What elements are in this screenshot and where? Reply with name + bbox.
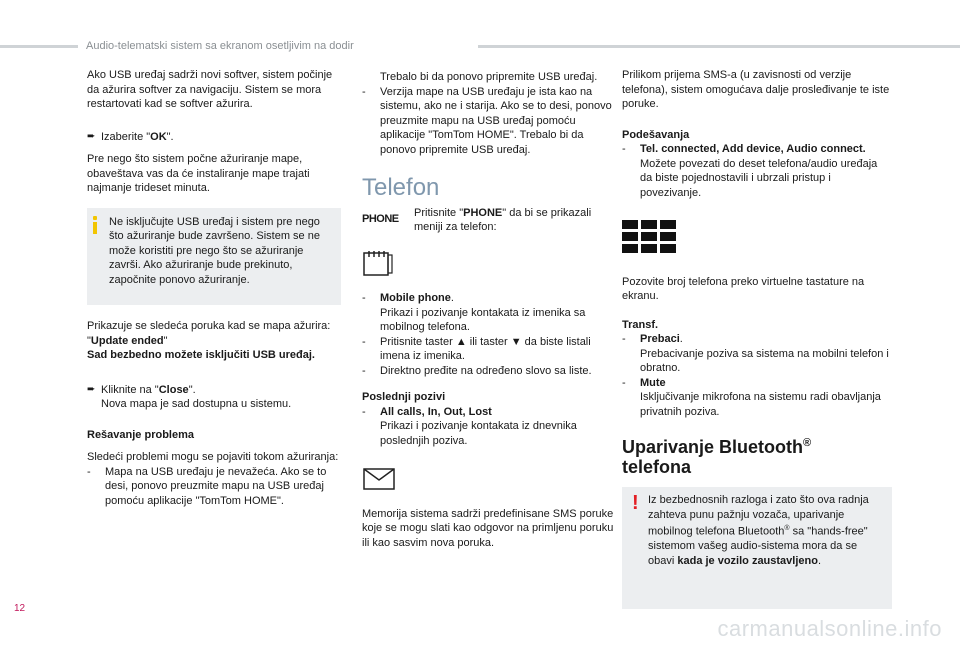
transf-heading: Transf. [622, 318, 659, 331]
info-text: Ne isključujte USB uređaj i sistem pre nego što ažuriranje bude završeno. Sistem se ne može koristiti pre nego što se ažuriranje završi. Ako ažuriranje bude prekinuto, započnite ponovo ažuriranje. [109, 215, 320, 286]
transfer-item: - Prebaci. Prebacivanje poziva sa sistema na mobilni telefon i obratno. [622, 333, 889, 374]
column-2 [362, 70, 614, 550]
warning-box [622, 487, 892, 609]
trouble-item: - Mapa na USB uređaju je nevažeća. Ako se to desi, ponovo preuzmite mapu na USB uređaj pomoću aplikacije "TomTom HOME". [87, 465, 327, 507]
paragraph-update-message: Prikazuje se sledeća poruka kad se mapa ažurira: "Update ended" Sad bezbedno možete isključiti USB uređaj. [87, 320, 331, 361]
ok-label: OK [150, 130, 167, 143]
column-1 [87, 68, 341, 508]
mute-item: - Mute Isključivanje mikrofona na sistemu radi obavljanja privatnih poziva. [622, 376, 881, 418]
contacts-book-icon [362, 249, 614, 282]
trouble-item-continued: Trebalo bi da ponovo pripremite USB uređaj. [380, 71, 598, 83]
scroll-instruction: - Pritisnite taster ▲ ili taster ▼ da biste listali imena iz imenika. [362, 335, 591, 362]
phone-key-icon: PHONE [362, 212, 399, 225]
watermark: carmanualsonline.info [717, 616, 942, 641]
direct-letter-instruction: - Direktno pređite na određeno slovo sa liste. [362, 364, 592, 377]
section-title-telefon: Telefon [362, 174, 440, 201]
down-arrow-icon: ▼ [510, 335, 522, 348]
warning-text: Iz bezbednosnih razloga i zato što ova radnja zahteva punu pažnju vozača, uparivanje mobilnog telefona Bluetooth® sa "hands-free" sistemom vašeg audio-sistema mora da se obavi kada je vozilo zaustavljeno. [648, 494, 869, 567]
troubleshooting-heading: Rešavanje problema [87, 428, 194, 441]
menu-mobile-phone: - Mobile phone. Prikazi i pozivanje kontakata iz imenika sa mobilnog telefona. [362, 292, 586, 333]
sms-envelope-icon [362, 466, 614, 497]
header-title: Audio-telematski sistem sa ekranom osetljivim na dodir [86, 40, 354, 52]
troubleshooting-intro: Sledeći problemi mogu se pojaviti tokom ažuriranja: [87, 451, 339, 463]
up-arrow-icon: ▲ [455, 335, 467, 348]
keypad-text: Pozovite broj telefona preko virtuelne tastature na ekranu. [622, 275, 865, 302]
last-calls-heading: Poslednji pozivi [362, 391, 446, 403]
trouble-item: - Verzija mape na USB uređaju je ista kao na sistemu, ako ne i starija. Ako se to desi, ponovo preuzmite mapu na USB uređaj pomoću aplikacije "TomTom HOME". Trebalo bi da ponovo pripremite USB uređaj. [362, 85, 612, 156]
paragraph-map-install: Pre nego što sistem počne ažuriranje mape, obaveštava vas da će instaliranje mape trajati najmanje trideset minuta. [87, 153, 310, 194]
header-rule-left [0, 45, 78, 48]
settings-item: - Tel. connected, Add device, Audio connect. Možete povezati do deset telefona/audio uređaja da biste pojednostavili i ubrzali pristup i povezivanje. [622, 143, 878, 199]
header-rule-right [478, 45, 960, 48]
paragraph-software-update: Ako USB uređaj sadrži novi softver, sistem počinje da ažurira softver za navigaciju. Sistem se mora restartovati kad se softver ažurira. [87, 69, 333, 110]
last-calls-item: - All calls, In, Out, Lost Prikazi i pozivanje kontakata iz dnevnika poslednjih poziva. [362, 405, 577, 447]
sms-receive-text: Prilikom prijema SMS-a (u zavisnosti od verzije telefona), sistem omogućava dalje prosleđivanje te iste poruke. [622, 69, 890, 110]
column-3 [622, 68, 892, 609]
bluetooth-pairing-title: Uparivanje Bluetooth® telefona [622, 437, 812, 477]
step-click-close: ➨ Kliknite na "Close". Nova mapa je sad dostupna u sistemu. [87, 383, 292, 410]
phone-instruction: PHONE Pritisnite "PHONE" da bi se prikazali meniji za telefon: [362, 206, 592, 233]
close-label: Close [158, 383, 189, 396]
info-box [87, 208, 341, 306]
step-select-ok: ➨ Izaberite "OK". [87, 130, 174, 143]
sms-text: Memorija sistema sadrži predefinisane SMS poruke koje se mogu slati kao odgovor na primljenu poruku ili kao sasvim nova poruka. [362, 507, 614, 549]
page-number: 12 [14, 603, 26, 614]
arrow-bullet-icon: ➨ [87, 130, 96, 142]
info-icon [93, 216, 97, 234]
settings-heading: Podešavanja [622, 128, 690, 141]
keypad-icon [622, 220, 892, 265]
arrow-bullet-icon: ➨ [87, 383, 96, 395]
warning-icon: ! [632, 492, 639, 514]
